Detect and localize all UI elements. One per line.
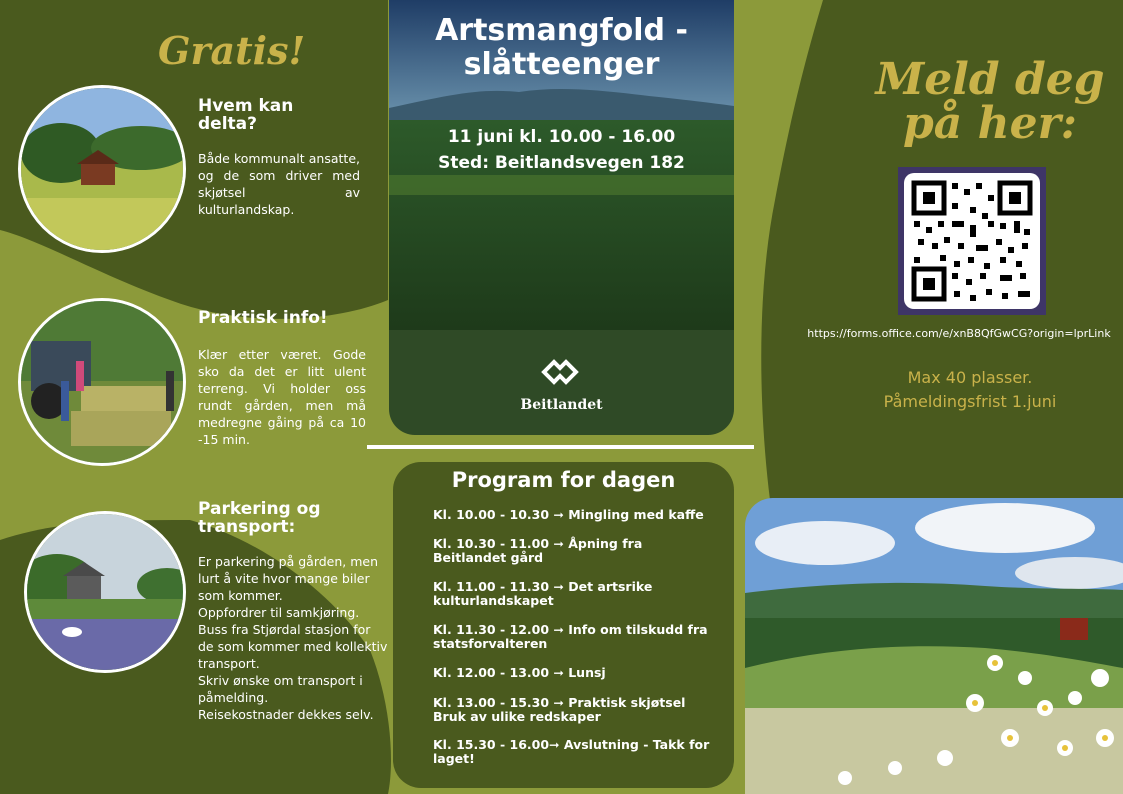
gratis-badge: Gratis! (158, 28, 306, 73)
parking-line-2: Oppfordrer til samkjøring. (198, 605, 360, 620)
program-item: Kl. 15.30 - 16.00➞ Avslutning - Takk for laget! (433, 737, 710, 766)
section-title-who: Hvem kan delta? (198, 96, 294, 134)
photo-flower-field-barn (24, 511, 186, 673)
program-item: Kl. 10.30 - 11.00 ➞ Åpning fra Beitlandet gård (433, 536, 643, 565)
program-title: Program for dagen (451, 468, 676, 492)
event-date: 11 juni kl. 10.00 - 16.00 (447, 127, 676, 147)
qr-code[interactable] (904, 173, 1040, 309)
parking-line-4: Skriv ønske om transport i påmelding. (198, 673, 363, 705)
event-title-line1: Artsmangfold - (435, 13, 688, 48)
event-title-line2: slåtteenger (463, 47, 660, 82)
signup-info (830, 366, 1110, 414)
signup-heading-line2: på her: (902, 98, 1077, 149)
program-item: Kl. 10.00 - 10.30 ➞ Mingling med kaffe (433, 507, 704, 522)
signup-heading (840, 54, 1123, 149)
beitlandet-logo-text: Beitlandet (520, 397, 603, 413)
event-place: Sted: Beitlandsvegen 182 (438, 153, 685, 173)
section-text-who: Både kommunalt ansatte, og de som driver med skjøtsel av kulturlandskap. (198, 151, 360, 217)
qr-code-icon (904, 173, 1040, 309)
deadline-text: Påmeldingsfrist 1.juni (883, 392, 1057, 411)
section-title-practical: Praktisk info! (198, 308, 328, 328)
program-item: Kl. 13.00 - 15.30 ➞ Praktisk skjøtsel Bruk av ulike redskaper (433, 695, 686, 724)
parking-line-3: Buss fra Stjørdal stasjon for de som kommer med kollektiv transport. (198, 622, 388, 671)
parking-line-1: Er parkering på gården, men lurt å vite hvor mange biler som kommer. (198, 554, 379, 603)
beitlandet-logo-icon (540, 356, 580, 388)
qr-code-frame[interactable] (898, 167, 1046, 315)
signup-link[interactable]: https://forms.office.com/e/xnB8QfGwCG?origin=lprLink (807, 327, 1111, 340)
section-text-parking (198, 553, 388, 723)
program-panel (393, 462, 734, 788)
section-title-parking: Parkering og transport: (198, 499, 321, 537)
program-item: Kl. 11.00 - 11.30 ➞ Det artsrike kulturlandskapet (433, 579, 653, 608)
section-text-practical: Klær etter været. Gode sko da det er litt ulent terreng. Vi holder oss rundt gården, men må medregne gåing på ca 10 -15 min. (198, 347, 366, 447)
parking-line-5: Reisekostnader dekkes selv. (198, 707, 374, 722)
capacity-text: Max 40 plasser. (907, 368, 1033, 387)
program-item: Kl. 11.30 - 12.00 ➞ Info om tilskudd fra statsforvalteren (433, 622, 708, 651)
event-details (389, 124, 734, 176)
photo-daisy-meadow (745, 498, 1123, 794)
event-title (389, 14, 734, 82)
program-item: Kl. 12.00 - 13.00 ➞ Lunsj (433, 665, 606, 680)
photo-meadow-cabin (18, 85, 186, 253)
photo-hay-tractor (18, 298, 186, 466)
signup-heading-line1: Meld deg (875, 54, 1105, 105)
